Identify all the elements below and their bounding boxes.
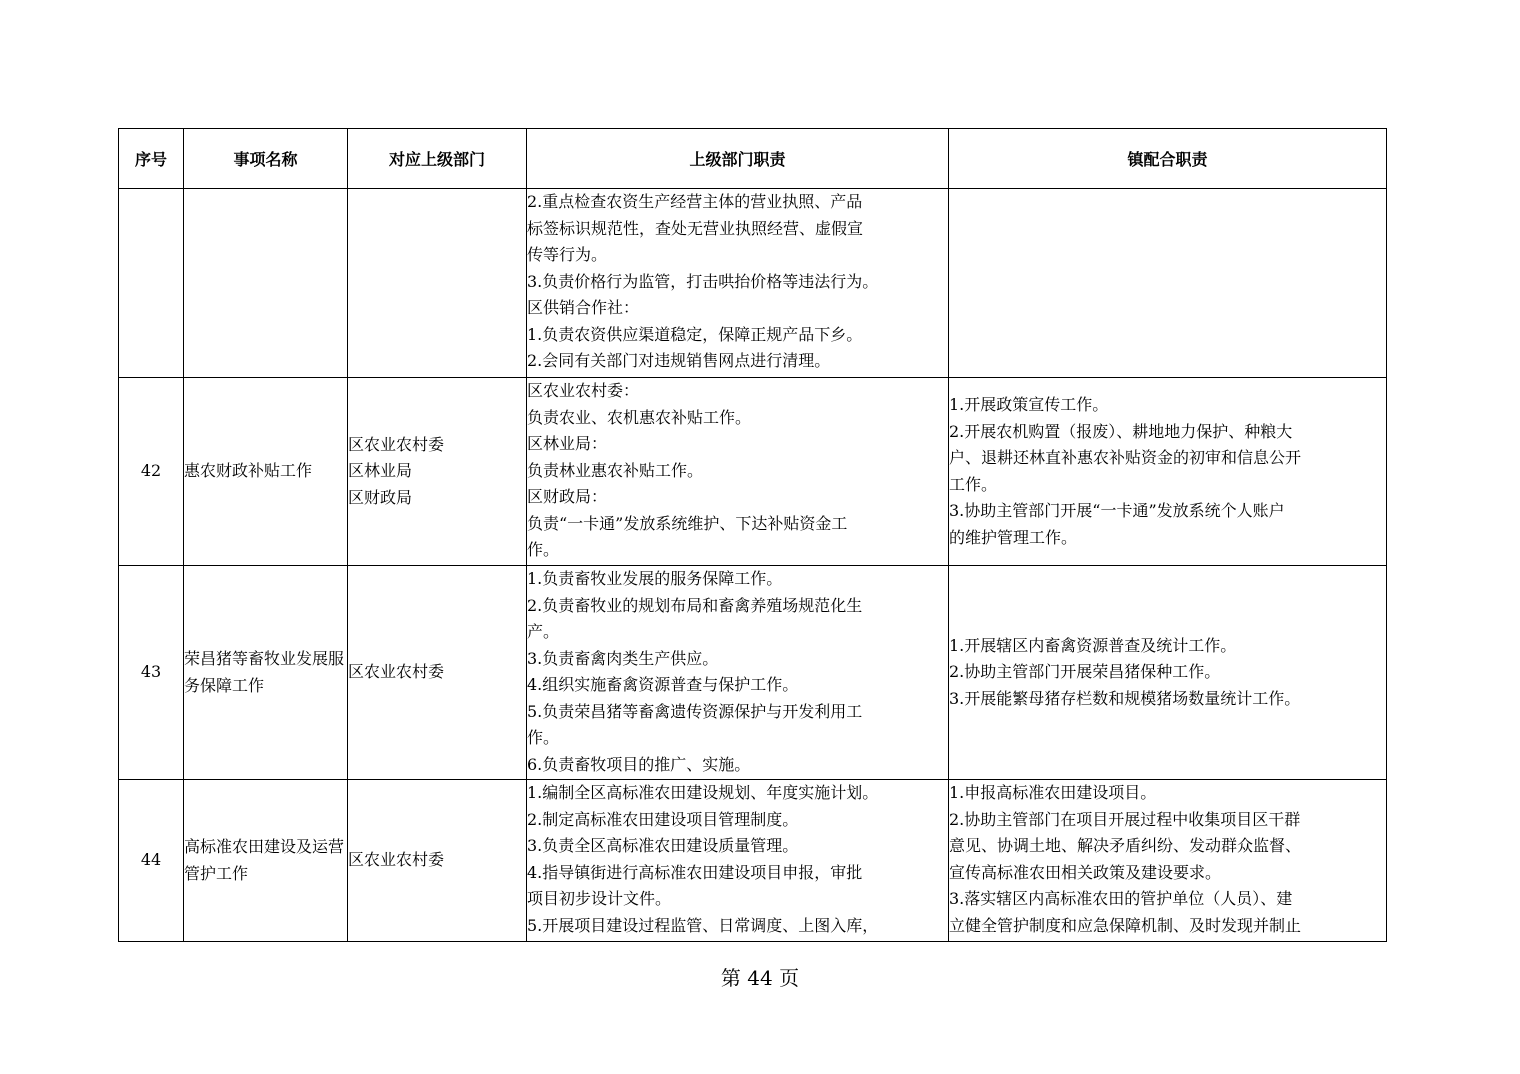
duty-line: 传等行为。	[527, 245, 608, 264]
department-name: 区林业局	[348, 461, 413, 481]
table-row	[119, 780, 1387, 942]
town-duty-line: 的维护管理工作。	[949, 527, 1078, 547]
table-row	[119, 378, 1387, 566]
header-town-duties: 镇配合职责	[949, 129, 1387, 189]
town-duty-line: 立健全管护制度和应急保障机制、及时发现并制止	[949, 915, 1302, 935]
duty-line: 1.编制全区高标准农田建设规划、年度实施计划。	[527, 783, 879, 802]
duty-line: 产。	[527, 622, 560, 641]
duty-line: 作。	[527, 728, 560, 747]
duty-line: 2.制定高标准农田建设项目管理制度。	[527, 809, 799, 829]
duty-line: 3.负责价格行为监管，打击哄抬价格等违法行为。	[527, 271, 879, 291]
responsibility-table	[118, 128, 1387, 942]
superior-departments	[348, 566, 527, 780]
superior-duties	[527, 566, 949, 780]
duty-line: 区供销合作社：	[527, 298, 640, 317]
superior-duties	[527, 780, 949, 942]
table-row	[119, 189, 1387, 378]
row-number: 43	[119, 566, 184, 780]
duty-line: 区财政局：	[527, 487, 608, 506]
header-item-name: 事项名称	[184, 129, 348, 189]
header-superior-dept: 对应上级部门	[348, 129, 527, 189]
duty-line: 1.负责农资供应渠道稳定，保障正规产品下乡。	[527, 324, 863, 344]
duty-line: 4.指导镇街进行高标准农田建设项目申报，审批	[527, 862, 863, 882]
row-number: 42	[119, 378, 184, 566]
duty-line: 作。	[527, 540, 560, 559]
duty-line: 负责“一卡通”发放系统维护、下达补贴资金工	[527, 513, 848, 533]
duty-line: 3.负责全区高标准农田建设质量管理。	[527, 836, 799, 855]
duty-line: 2.负责畜牧业的规划布局和畜禽养殖场规范化生	[527, 595, 863, 615]
header-superior-duties: 上级部门职责	[527, 129, 949, 189]
duty-line: 区农业农村委：	[527, 381, 640, 400]
page-number: 第 44 页	[720, 966, 800, 990]
duty-line: 1.负责畜牧业发展的服务保障工作。	[527, 569, 783, 588]
town-duty-line: 3.开展能繁母猪存栏数和规模猪场数量统计工作。	[949, 688, 1301, 708]
duty-line: 区林业局：	[527, 434, 608, 453]
town-duties	[949, 189, 1387, 378]
superior-departments	[348, 780, 527, 942]
superior-duties	[527, 378, 949, 566]
duty-line: 5.负责荣昌猪等畜禽遗传资源保护与开发利用工	[527, 701, 863, 721]
duty-line: 4.组织实施畜禽资源普查与保护工作。	[527, 675, 799, 694]
superior-departments	[348, 378, 527, 566]
item-name: 高标准农田建设及运营管护工作	[184, 780, 348, 942]
town-duty-line: 1.申报高标准农田建设项目。	[949, 783, 1157, 802]
duty-line: 2.会同有关部门对违规销售网点进行清理。	[527, 351, 831, 370]
item-name	[184, 189, 348, 378]
superior-departments	[348, 189, 527, 378]
town-duty-line: 工作。	[949, 474, 998, 494]
superior-duties	[527, 189, 949, 378]
duty-line: 2.重点检查农资生产经营主体的营业执照、产品	[527, 192, 863, 211]
town-duty-line: 2.开展农机购置（报废）、耕地地力保护、种粮大	[949, 421, 1293, 441]
town-duty-line: 2.协助主管部门在项目开展过程中收集项目区干群	[949, 809, 1301, 829]
town-duty-line: 3.协助主管部门开展“一卡通”发放系统个人账户	[949, 501, 1285, 520]
duty-line: 标签标识规范性，查处无营业执照经营、虚假宣	[527, 218, 864, 238]
town-duties	[949, 566, 1387, 780]
duty-line: 5.开展项目建设过程监管、日常调度、上图入库，	[527, 915, 879, 935]
town-duty-line: 3.落实辖区内高标准农田的管护单位（人员）、建	[949, 889, 1293, 908]
duty-line: 3.负责畜禽肉类生产供应。	[527, 648, 719, 668]
town-duty-line: 意见、协调土地、解决矛盾纠纷、发动群众监督、	[949, 836, 1302, 855]
town-duty-line: 户、退耕还林直补惠农补贴资金的初审和信息公开	[949, 448, 1302, 467]
duty-line: 项目初步设计文件。	[527, 889, 672, 908]
town-duty-line: 1.开展辖区内畜禽资源普查及统计工作。	[949, 635, 1237, 655]
department-name: 区农业农村委	[348, 434, 445, 454]
department-name: 区财政局	[348, 487, 413, 507]
table-row	[119, 566, 1387, 780]
department-name: 区农业农村委	[348, 662, 445, 682]
town-duties	[949, 780, 1387, 942]
item-name: 惠农财政补贴工作	[184, 378, 348, 566]
header-seq: 序号	[119, 129, 184, 189]
duty-line: 负责农业、农机惠农补贴工作。	[527, 407, 752, 427]
town-duty-line: 2.协助主管部门开展荣昌猪保种工作。	[949, 662, 1221, 682]
row-number	[119, 189, 184, 378]
row-number: 44	[119, 780, 184, 942]
table-header-row	[119, 129, 1387, 189]
department-name: 区农业农村委	[348, 850, 445, 870]
duty-line: 6.负责畜牧项目的推广、实施。	[527, 754, 751, 774]
duty-line: 负责林业惠农补贴工作。	[527, 460, 704, 480]
item-name: 荣昌猪等畜牧业发展服务保障工作	[184, 566, 348, 780]
town-duty-line: 宣传高标准农田相关政策及建设要求。	[949, 862, 1222, 882]
town-duty-line: 1.开展政策宣传工作。	[949, 395, 1109, 414]
town-duties	[949, 378, 1387, 566]
